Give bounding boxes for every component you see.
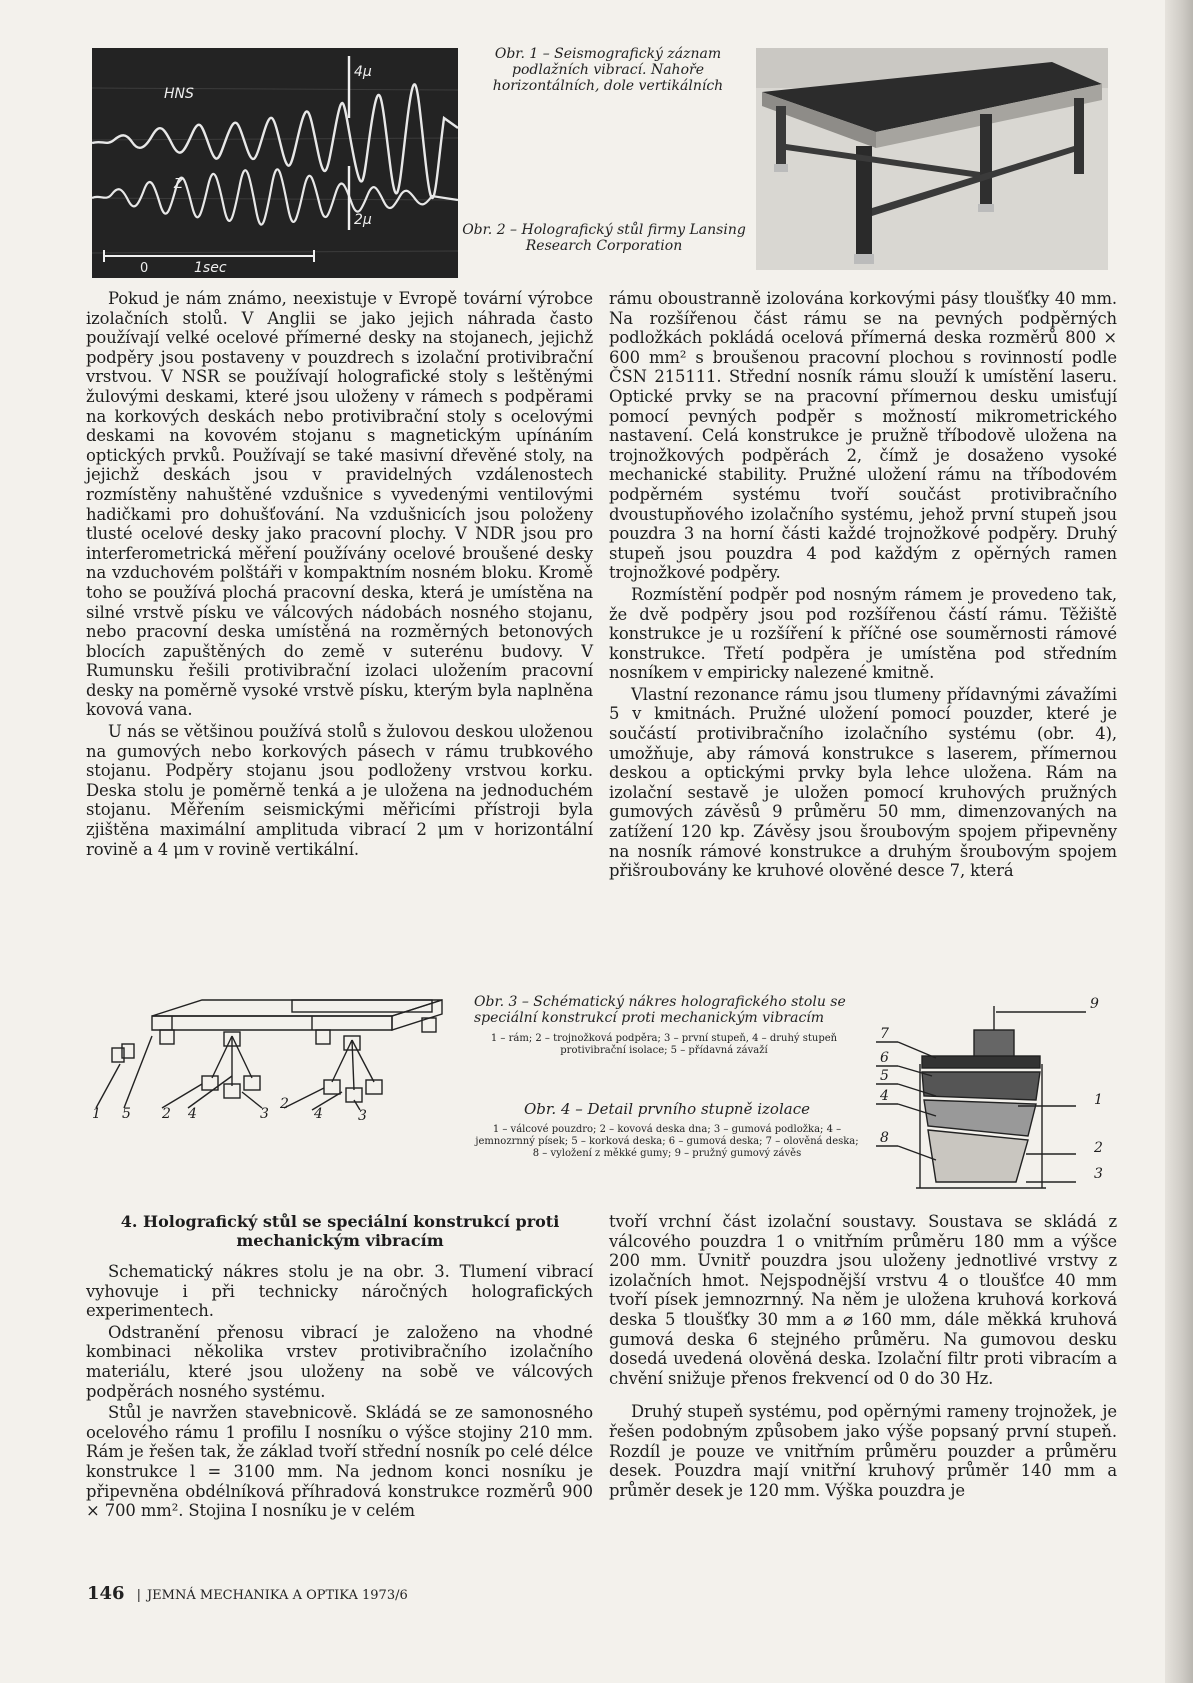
journal-name: JEMNÁ MECHANIKA A OPTIKA 1973/6 bbox=[146, 1588, 408, 1603]
paragraph: Schematický nákres stolu je na obr. 3. Tlumení vibrací vyhovuje i při technicky náročných holografických experimentech. bbox=[86, 1262, 593, 1321]
page-spine-shadow bbox=[1165, 0, 1193, 1683]
fig3-label: 3 bbox=[358, 1108, 367, 1124]
paragraph: Rozmístění podpěr pod nosným rámem je provedeno tak, že dvě podpěry jsou pod rozšířenou částí rámu. Těžiště konstrukce je u rozšíření k příčné ose souměrnosti rámové konstrukce. Třetí podpěra je umístěna pod středním nosníkem v empiricky nalezené kmitně. bbox=[609, 584, 1117, 683]
figure-2-photo bbox=[756, 48, 1108, 270]
left-column-top bbox=[86, 289, 593, 859]
fig3-label: 4 bbox=[314, 1106, 323, 1122]
left-column-bottom bbox=[86, 1262, 593, 1521]
fig4-label: 3 bbox=[1094, 1166, 1103, 1182]
zero-label: 0 bbox=[140, 261, 149, 276]
amplitude-bottom-label: 2μ bbox=[354, 212, 372, 228]
paragraph: Stůl je navržen stavebnicově. Skládá se ze samonosného ocelového rámu 1 profilu I nosníku o výšce stojiny 210 mm. Rám je řešen tak, že základ tvoří střední nosník po celé délce konstrukce l = 3100 mm. Na jednom konci nosníku je připevněna obdélníková příhradová konstrukce rozměrů 900 × 700 mm². Stojina I nosníku je v celém bbox=[86, 1403, 593, 1521]
fig3-label: 5 bbox=[122, 1106, 131, 1122]
figure-1-caption: Obr. 1 – Seismografický záznam podlažních vibrací. Nahoře horizontálních, dole vertikálních bbox=[492, 46, 724, 94]
fig3-label: 3 bbox=[260, 1106, 269, 1122]
paragraph: Vlastní rezonance rámu jsou tlumeny přídavnými závažími 5 v kmitnách. Pružné uložení pomocí pouzder, které je součástí protivibračního izolačního systému (obr. 4), umožňuje, aby rámová konstrukce s laserem, přímernou deskou a optickými prvky byla lehce uložena. Rám na izolační sestavě je uložen pomocí kruhových pružných gumových závěsů 9 průměru 50 mm, dimenzovaných na zatížení 120 kp. Závěsy jsou šroubovým spojem připevněny na nosník rámové konstrukce a druhým šroubovým spojem přišroubovány ke kruhové olověné desce 7, která bbox=[609, 684, 1117, 881]
table-schematic-drawing bbox=[92, 996, 466, 1126]
paragraph: rámu oboustranně izolována korkovými pásy tloušťky 40 mm. Na rozšířenou část rámu se na pevných podpěrných podložkách pokládá ocelová přímerná deska rozměrů 800 × 600 mm² s broušenou pracovní plochou s rovinností podle ČSN 215111. Střední nosník rámu slouží k umístění laseru. Optické prvky se na pracovní přímernou desku umisťují pomocí pevných podpěr s možností mikrometrického nastavení. Celá konstrukce je pružně tříbodově uložena na trojnožkových podpěrách 2, čímž je dosaženo vysoké mechanické stability. Pružné uložení rámu na tříbodovém podpěrném systému tvoří součást protivibračního dvoustupňového izolačního systému, jehož první stupeň jsou pouzdra 3 na horní části každé trojnožkové podpěry. Druhý stupeň jsou pouzdra 4 pod každým z opěrných ramen trojnožkové podpěry. bbox=[609, 289, 1117, 583]
z-label: Z bbox=[174, 177, 183, 192]
figure-3-caption: Obr. 3 – Schématický nákres holografického stolu se speciální konstrukcí proti mechanickým vibracím bbox=[474, 994, 846, 1026]
figure-4-caption: Obr. 4 – Detail prvního stupně izolace bbox=[524, 1100, 810, 1118]
fig4-label: 4 bbox=[880, 1088, 889, 1104]
right-column-bottom bbox=[609, 1212, 1117, 1500]
hns-label: HNS bbox=[164, 86, 194, 102]
right-column-top bbox=[609, 289, 1117, 881]
paragraph: Druhý stupeň systému, pod opěrnými rameny trojnožek, je řešen podobným způsobem jako výše popsaný první stupeň. Rozdíl je pouze ve vnitřním průměru pouzder a průměru desek. Pouzdra mají vnitřní kruhový průměr 140 mm a průměr desek je 120 mm. Výška pouzdra je bbox=[609, 1402, 1117, 1500]
amplitude-top-label: 4μ bbox=[354, 64, 372, 80]
figure-3-schematic bbox=[92, 996, 466, 1126]
figure-4-legend: 1 – válcové pouzdro; 2 – kovová deska dna; 3 – gumová podložka; 4 – jemnozrnný písek; 5 – korková deska; 6 – gumová deska; 7 – olověná deska; 8 – vyložení z měkké gumy; 9 – pružný gumový závěs bbox=[475, 1124, 859, 1159]
fig4-label: 1 bbox=[1094, 1092, 1103, 1108]
holographic-table-image bbox=[756, 48, 1108, 270]
seismograph-image bbox=[92, 48, 458, 278]
fig4-label: 5 bbox=[880, 1068, 889, 1084]
paragraph: U nás se většinou používá stolů s žulovou deskou uloženou na gumových nebo korkových pásech v rámu trubkového stojanu. Podpěry stojanu jsou podloženy vrstvou korku. Deska stolu je poměrně tenká a je uložena na jednoduchém stojanu. Měřením seismickými měřicími přístroji byla zjištěna maximální amplituda vibrací 2 μm v horizontální rovině a 4 μm v rovině vertikální. bbox=[86, 722, 593, 859]
paragraph: tvoří vrchní část izolační soustavy. Soustava se skládá z válcového pouzdra 1 o vnitřním průměru 180 mm a výšce 200 mm. Uvnitř pouzdra jsou uloženy jednotlivé vrstvy z izolačních hmot. Nejspodnější vrstvu 4 o tloušťce 40 mm tvoří písek jemnozrnný. Na něm je uložena kruhová korková deska 5 tloušťky 30 mm a ⌀ 160 mm, dále měkká kruhová gumová deska 6 stejného průměru. Na gumovou desku dosedá uvedená olověná deska. Izolační filtr proti vibracím a chvění snižuje přenos frekvencí od 0 do 30 Hz. bbox=[609, 1212, 1117, 1388]
figure-4-detail bbox=[876, 996, 1112, 1196]
fig4-label: 8 bbox=[880, 1130, 889, 1146]
figure-2-caption: Obr. 2 – Holografický stůl firmy Lansing Research Corporation bbox=[462, 222, 746, 254]
footer-separator: | bbox=[136, 1588, 141, 1603]
section-heading: 4. Holografický stůl se speciální konstrukcí proti mechanickým vibracím bbox=[120, 1212, 560, 1250]
page-number: 146 bbox=[87, 1583, 125, 1604]
fig3-label: 2 bbox=[280, 1096, 289, 1112]
paragraph: Odstranění přenosu vibrací je založeno na vhodné kombinaci několika vrstev protivibračního izolačního materiálu, které jsou uloženy na sobě ve válcových podpěrách nosného systému. bbox=[86, 1322, 593, 1401]
fig3-label: 1 bbox=[92, 1106, 101, 1122]
figure-1-seismograph bbox=[92, 48, 458, 278]
isolation-detail-drawing bbox=[876, 996, 1112, 1196]
paragraph: Pokud je nám známo, neexistuje v Evropě tovární výrobce izolačních stolů. V Anglii se jako jejich náhrada často používají velké ocelové přímerné desky na stojanech, jejichž podpěry jsou postaveny v pouzdrech s izolační protivibrační vrstvou. V NSR se používají holografické stoly s leštěnými žulovými deskami, které jsou uloženy v rámech s podpěrami na korkových deskách nebo protivibrační stoly s ocelovými deskami na kovovém stojanu s magnetickým upínáním optických prvků. Používají se také masivní dřevěné stoly, na jejichž deskách jsou v pravidelných vzdálenostech rozmístěny nahuštěné vzdušnice s vyvedenými ventilovými hadičkami pro dohušťování. Na vzdušnicích jsou položeny tlusté ocelové desky jako pracovní plochy. V NDR jsou pro interferometrická měření používány ocelové broušené desky na vzduchovém polštáři v kompaktním nosném bloku. Kromě toho se používá plochá pracovní deska, která je umístěna na silné vrstvě písku ve válcových nádobách nosného stojanu, nebo pracovní deska umístěná na rozměrných betonových blocích zapuštěných do země v suterénu budovy. V Rumunsku řešili protivibrační izolaci uložením pracovní desky na poměrně vysoké vrstvě písku, kterým byla naplněna kovová vana. bbox=[86, 289, 593, 720]
fig4-label: 9 bbox=[1090, 996, 1099, 1012]
fig3-label: 4 bbox=[188, 1106, 197, 1122]
page-footer bbox=[87, 1583, 408, 1604]
figure-3-legend: 1 – rám; 2 – trojnožková podpěra; 3 – první stupeň, 4 – druhý stupeň protivibrační isolace; 5 – přídavná závaží bbox=[490, 1033, 838, 1056]
fig4-label: 7 bbox=[880, 1026, 889, 1042]
fig3-label: 2 bbox=[162, 1106, 171, 1122]
fig4-label: 2 bbox=[1094, 1140, 1103, 1156]
fig4-label: 6 bbox=[880, 1050, 889, 1066]
time-label: 1sec bbox=[194, 260, 227, 276]
